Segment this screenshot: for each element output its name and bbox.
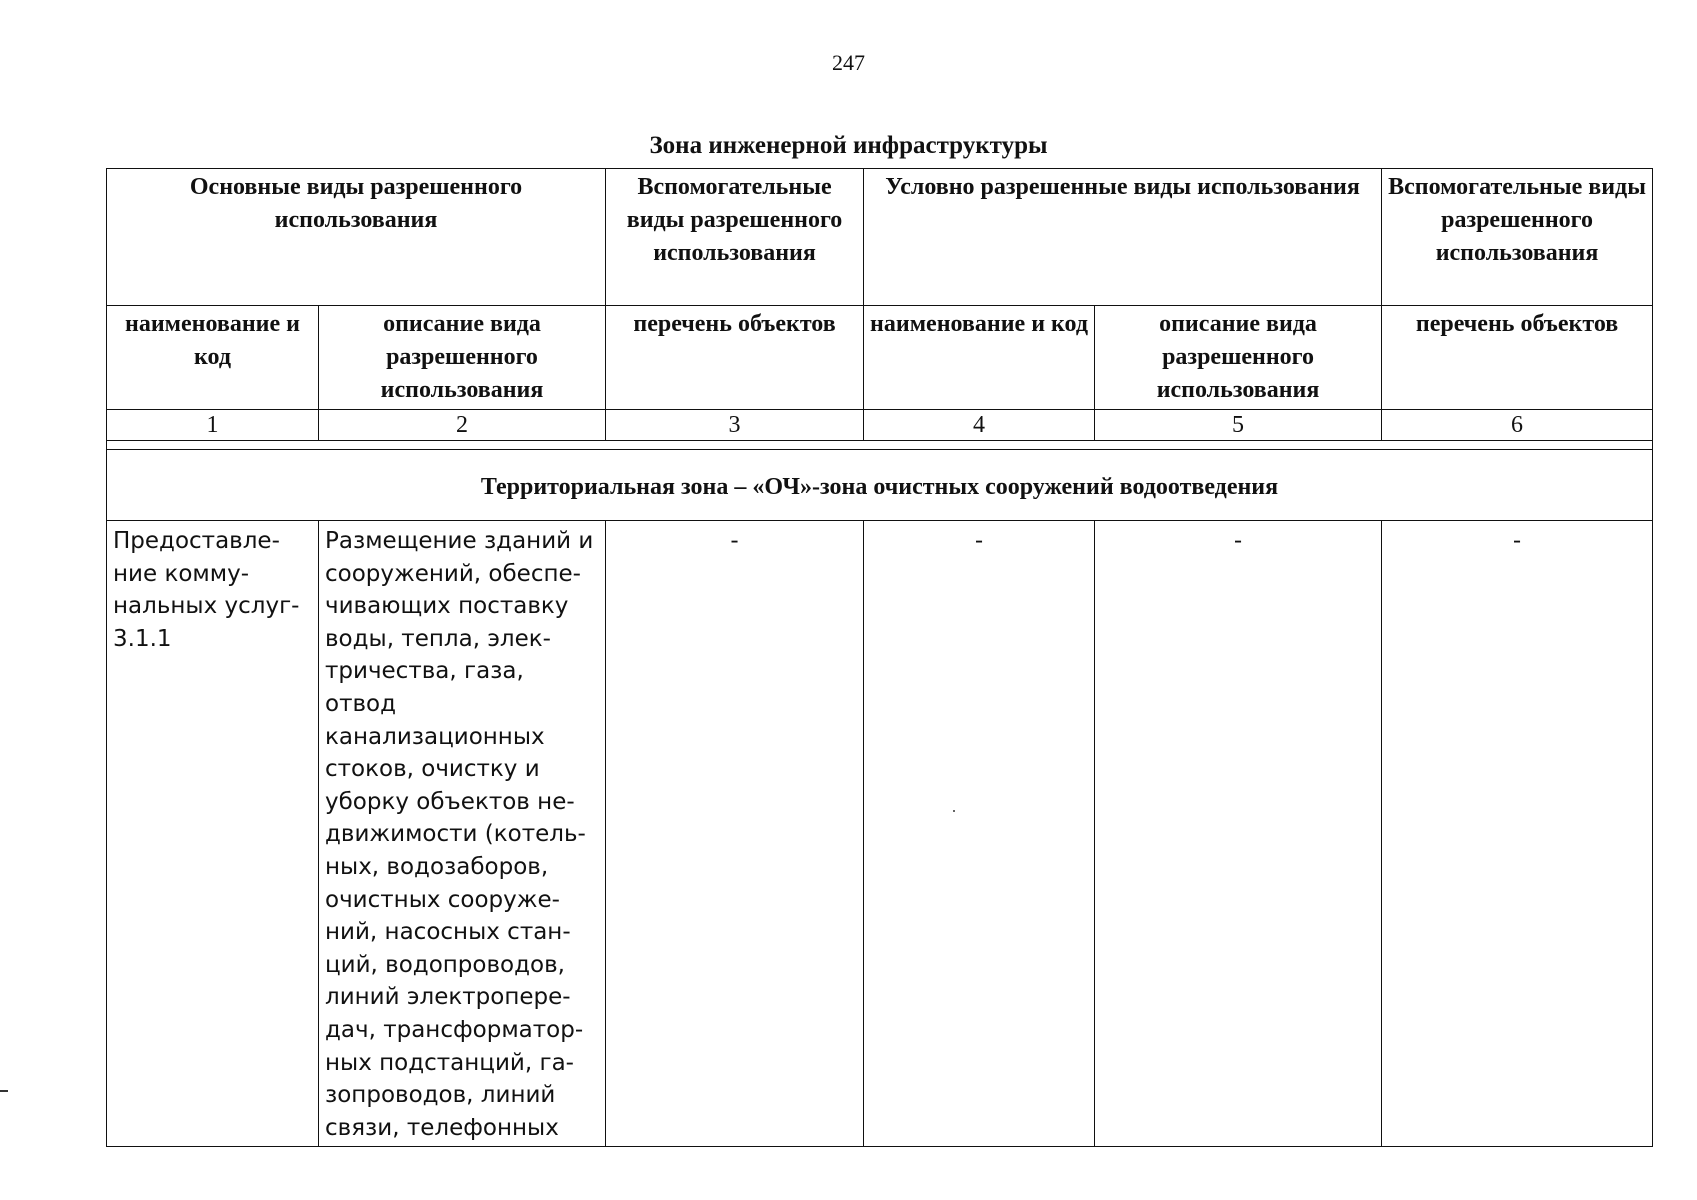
cell-cond-description: -	[1095, 521, 1382, 1147]
column-number: 3	[606, 410, 864, 441]
cell-name-code: Предоставле- ние комму- нальных услуг- 3.1.1	[107, 521, 319, 1147]
cell-cond-name-code: -	[864, 521, 1095, 1147]
subheader-row	[107, 306, 1653, 410]
scan-artifact-mark	[0, 1090, 8, 1092]
zone-title: Территориальная зона – «ОЧ»-зона очистных сооружений водоотведения	[107, 450, 1653, 521]
page-number: 247	[832, 50, 865, 75]
column-number-row	[107, 410, 1653, 441]
cell-description: Размещение зданий и сооружений, обеспе- чивающих поставку воды, тепла, элек- тричества, газа, отвод канализационных стоков, очистку и уборку объектов не- движимости (котель- ных, водозаборов, очистных сооруже- ний, насосных стан- ций, водопроводов, линий электропере- дач, трансформатор- ных подстанций, га- зопроводов, линий связи, телефонных	[319, 521, 606, 1147]
zoning-table	[106, 168, 1653, 1147]
scan-artifact-dot	[953, 810, 955, 812]
header-main-uses: Основные виды разрешенного использования	[107, 169, 606, 306]
spacer-cell	[107, 441, 1653, 450]
cell-aux-objects: -	[606, 521, 864, 1147]
subheader-cond-description: описание вида разрешенного использования	[1095, 306, 1382, 410]
table-row	[107, 521, 1653, 1147]
document-title: Зона инженерной инфраструктуры	[649, 132, 1048, 159]
header-conditional-auxiliary-uses: Вспомогательные виды разрешенного использования	[1382, 169, 1653, 306]
column-number: 5	[1095, 410, 1382, 441]
column-number: 4	[864, 410, 1095, 441]
header-group-row	[107, 169, 1653, 306]
cell-cond-aux-objects: -	[1382, 521, 1653, 1147]
subheader-cond-objects-list: перечень объектов	[1382, 306, 1653, 410]
column-number: 6	[1382, 410, 1653, 441]
subheader-name-code: наименование и код	[107, 306, 319, 410]
header-auxiliary-uses: Вспомогательные виды разрешенного использования	[606, 169, 864, 306]
header-conditional-uses: Условно разрешенные виды использования	[864, 169, 1382, 306]
zone-title-row	[107, 450, 1653, 521]
column-number: 2	[319, 410, 606, 441]
subheader-cond-name-code: наименование и код	[864, 306, 1095, 410]
column-number: 1	[107, 410, 319, 441]
subheader-objects-list: перечень объектов	[606, 306, 864, 410]
spacer-row	[107, 441, 1653, 450]
subheader-description: описание вида разрешенного использования	[319, 306, 606, 410]
